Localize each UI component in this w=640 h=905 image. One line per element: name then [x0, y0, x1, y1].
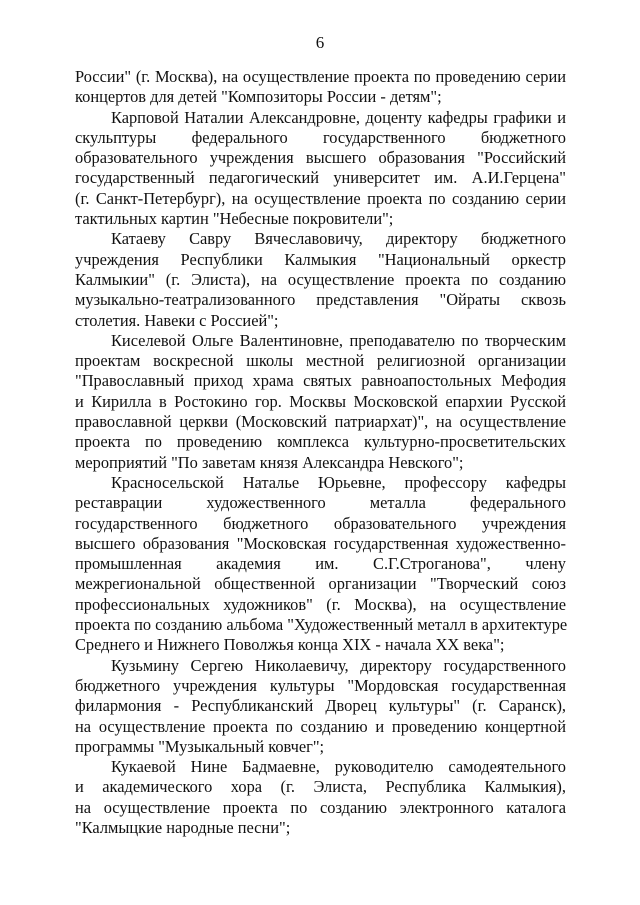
- text-line: реставрации художественного металла федерального: [75, 493, 566, 513]
- text-line: Красносельской Наталье Юрьевне, профессору кафедры: [111, 472, 566, 492]
- text-line: образовательного учреждения высшего образования "Российский: [75, 148, 566, 168]
- text-line: на осуществление проекта по созданию и проведению концертной: [75, 716, 566, 736]
- text-line: межрегиональной общественной организации "Творческий союз: [75, 574, 566, 594]
- text-line: "Калмыцкие народные песни";: [75, 817, 291, 837]
- text-line: православной церкви (Московский патриархат)", на осуществление: [75, 412, 566, 432]
- paragraph-p3: [75, 331, 566, 473]
- paragraph-p0: [75, 67, 566, 108]
- text-line: Калмыкии" (г. Элиста), на осуществление проекта по созданию: [75, 269, 566, 289]
- text-line: государственный педагогический университет им. А.И.Герцена": [75, 168, 566, 188]
- text-line: и Кирилла в Ростокино гор. Москвы Московской епархии Русской: [75, 391, 566, 411]
- paragraph-p1: [75, 108, 566, 230]
- text-line: профессиональных художников" (г. Москва), на осуществление: [75, 594, 566, 614]
- text-line: проекта по проведению комплекса культурно-просветительских: [75, 432, 566, 452]
- text-line: филармония - Республиканский Дворец культуры" (г. Саранск),: [75, 696, 566, 716]
- text-line: тактильных картин "Небесные покровители";: [75, 209, 394, 229]
- page-number: 6: [315, 33, 325, 52]
- text-line: и академического хора (г. Элиста, Республика Калмыкия),: [75, 777, 566, 797]
- document-body: [75, 67, 566, 838]
- text-line: государственного бюджетного образовательного учреждения: [75, 513, 566, 533]
- text-line: учреждения Республики Калмыкия "Национальный оркестр: [75, 249, 566, 269]
- text-line: проектам воскресной школы местной религиозной организации: [75, 351, 566, 371]
- text-line: Кузьмину Сергею Николаевичу, директору государственного: [111, 655, 566, 675]
- text-line: Карповой Наталии Александровне, доценту кафедры графики и: [111, 107, 566, 127]
- text-line: Катаеву Савру Вячеславовичу, директору бюджетного: [111, 229, 566, 249]
- text-line: скульптуры федерального государственного бюджетного: [75, 127, 566, 147]
- text-line: бюджетного учреждения культуры "Мордовская государственная: [75, 675, 566, 695]
- paragraph-p6: [75, 757, 566, 838]
- text-line: столетия. Навеки с Россией";: [75, 310, 279, 330]
- text-line: проекта по созданию альбома "Художественный металл в архитектуре: [75, 615, 568, 635]
- paragraph-p4: [75, 473, 566, 656]
- text-line: Киселевой Ольге Валентиновне, преподавателю по творческим: [111, 330, 566, 350]
- text-line: концертов для детей "Композиторы России - детям";: [75, 87, 442, 107]
- text-line: программы "Музыкальный ковчег";: [75, 736, 325, 756]
- text-line: музыкально-театрализованного представления "Ойраты сквозь: [75, 290, 566, 310]
- text-line: промышленная академия им. С.Г.Строганова", члену: [75, 554, 566, 574]
- text-line: России" (г. Москва), на осуществление проекта по проведению серии: [75, 67, 566, 86]
- paragraph-p5: [75, 656, 566, 757]
- text-line: Среднего и Нижнего Поволжья конца XIX - начала XX века";: [75, 635, 505, 655]
- text-line: Кукаевой Нине Бадмаевне, руководителю самодеятельного: [111, 757, 566, 777]
- text-line: "Православный приход храма святых равноапостольных Мефодия: [75, 371, 566, 391]
- paragraph-p2: [75, 229, 566, 330]
- text-line: мероприятий "По заветам князя Александра Невского";: [75, 452, 464, 472]
- text-line: высшего образования "Московская государственная художественно-: [75, 533, 566, 553]
- text-line: (г. Санкт-Петербург), на осуществление проекта по созданию серии: [75, 188, 566, 208]
- text-line: на осуществление проекта по созданию электронного каталога: [75, 797, 566, 817]
